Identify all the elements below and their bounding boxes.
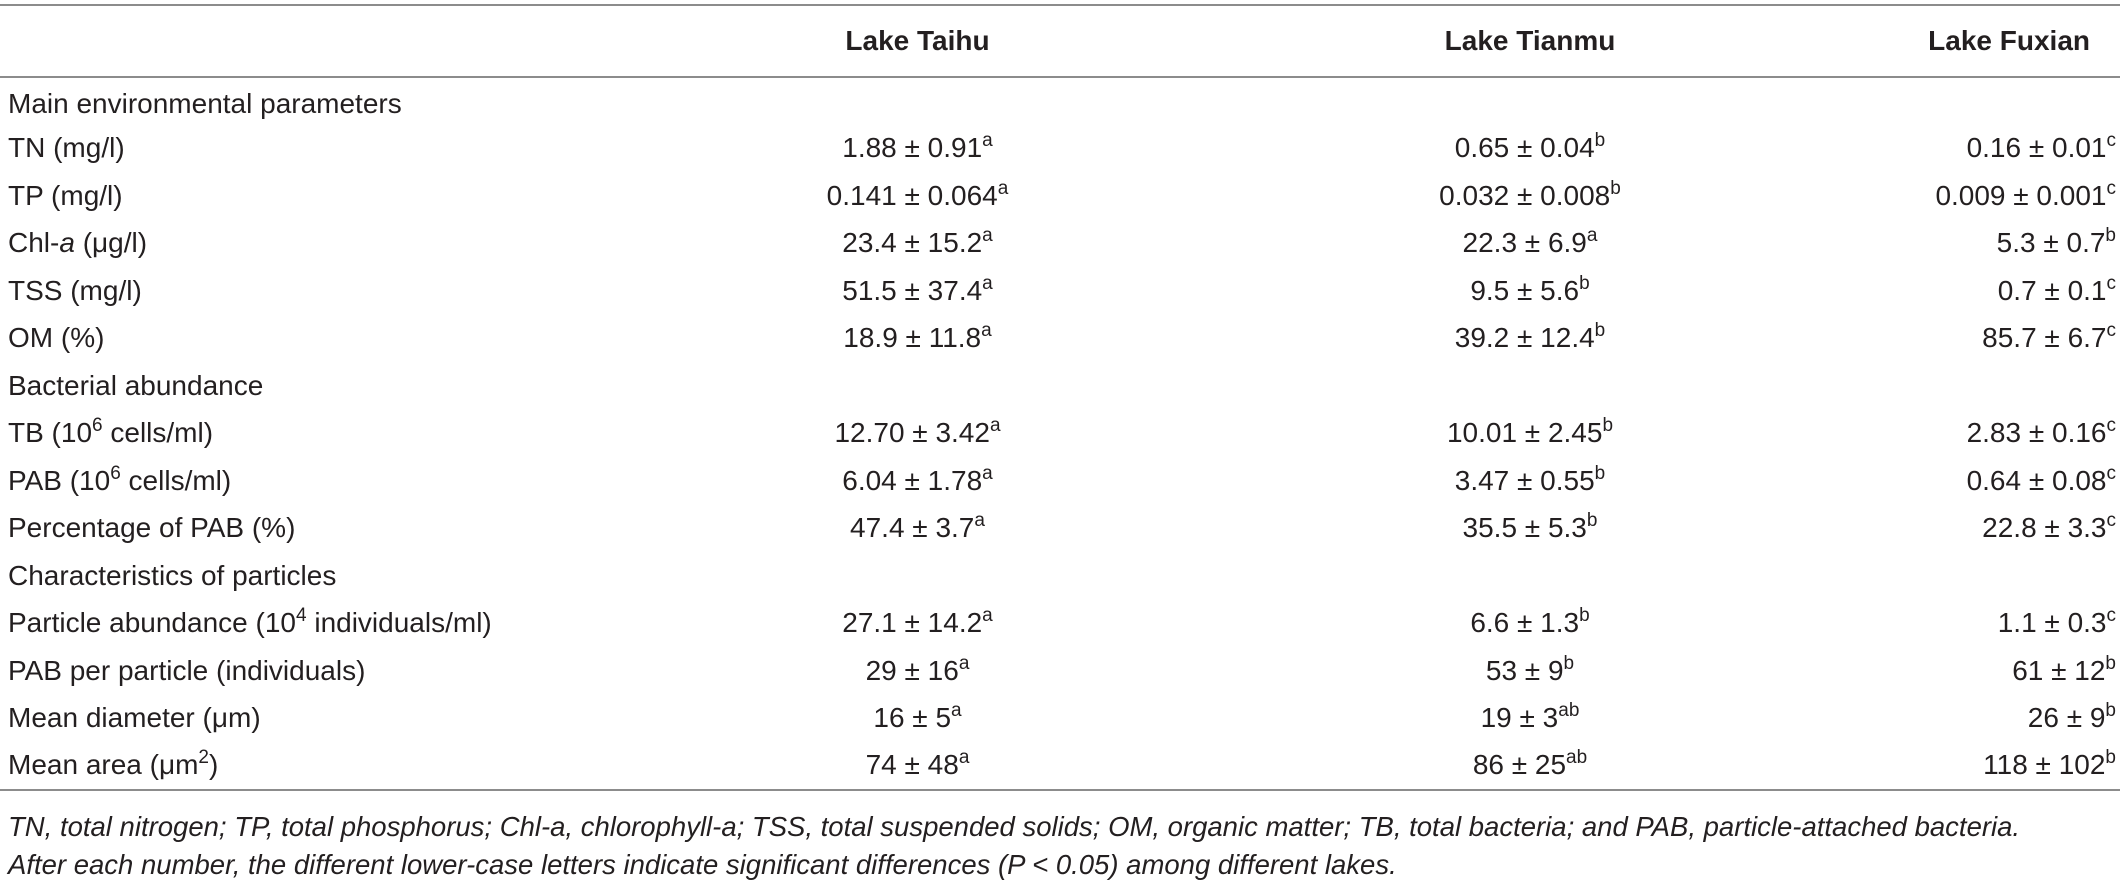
table-cell	[610, 552, 1225, 600]
table-cell	[610, 600, 1225, 648]
row-label-part: cells/ml)	[120, 464, 232, 496]
row-label-text: Percentage of PAB (%)	[8, 512, 296, 544]
table-cell	[1835, 600, 2120, 648]
table-cell	[610, 647, 1225, 695]
table-row	[0, 600, 2120, 648]
table-cell	[610, 220, 1225, 268]
table-cell	[1225, 410, 1835, 458]
table-cell	[610, 125, 1225, 173]
cell-value: 0.16 ± 0.01	[1966, 132, 2107, 164]
significance-letter: a	[974, 510, 985, 532]
cell-value: 0.65 ± 0.04	[1454, 132, 1595, 164]
significance-letter: c	[2106, 462, 2116, 484]
cell-value: 6.6 ± 1.3	[1470, 607, 1580, 639]
table-cell	[1225, 552, 1835, 600]
table-footnote	[8, 808, 2108, 884]
significance-letter: b	[1579, 605, 1590, 627]
header-corner	[0, 5, 610, 77]
row-label	[0, 457, 610, 505]
significance-letter: b	[1594, 462, 1606, 484]
table-cell	[610, 457, 1225, 505]
column-header-tianmu: Lake Tianmu	[1225, 5, 1835, 77]
cell-value: 0.009 ± 0.001	[1935, 179, 2107, 211]
table-cell	[1225, 172, 1835, 220]
table-cell	[610, 742, 1225, 790]
table-cell	[1835, 315, 2120, 363]
table-cell	[1835, 742, 2120, 790]
cell-value: 74 ± 48	[865, 749, 959, 781]
table-body	[0, 77, 2120, 790]
cell-value: 2.83 ± 0.16	[1966, 417, 2107, 449]
significance-letter: a	[982, 130, 993, 152]
significance-letter: a	[989, 415, 1001, 437]
table-row	[0, 647, 2120, 695]
table-cell	[1835, 552, 2120, 600]
significance-letter: a	[982, 605, 993, 627]
cell-value: 5.3 ± 0.7	[1996, 227, 2106, 259]
column-header-taihu: Lake Taihu	[610, 5, 1225, 77]
cell-value: 27.1 ± 14.2	[842, 607, 983, 639]
significance-letter: c	[2106, 510, 2116, 532]
row-label-superscript: 6	[92, 415, 103, 437]
significance-letter: c	[2106, 320, 2116, 342]
row-label-superscript: 2	[198, 747, 209, 769]
section-row	[0, 362, 2120, 410]
row-label-text: OM (%)	[8, 322, 105, 354]
cell-value: 85.7 ± 6.7	[1982, 322, 2107, 354]
table-cell	[1835, 125, 2120, 173]
cell-value: 53 ± 9	[1485, 654, 1564, 686]
significance-letter: a	[958, 652, 970, 674]
cell-value: 39.2 ± 12.4	[1454, 322, 1595, 354]
significance-letter: c	[2106, 415, 2116, 437]
table-row	[0, 505, 2120, 553]
row-label-text: Mean diameter (μm)	[8, 702, 261, 734]
table-cell	[610, 505, 1225, 553]
significance-letter: b	[1586, 510, 1598, 532]
table-row	[0, 125, 2120, 173]
table-cell	[1225, 695, 1835, 743]
row-label-text: Main environmental parameters	[8, 88, 402, 120]
footnote-line-1: TN, total nitrogen; TP, total phosphorus; Chl-a, chlorophyll-a; TSS, total suspended solids; OM, organic matter; TB, total bacteria; and PAB, particle-attached bacteria.	[8, 811, 2021, 842]
significance-letter: b	[1579, 272, 1590, 294]
row-label-part: Chl-	[8, 227, 60, 259]
cell-value: 0.64 ± 0.08	[1966, 464, 2107, 496]
table-cell	[1225, 315, 1835, 363]
row-label-text: Characteristics of particles	[8, 559, 337, 591]
significance-letter: c	[2106, 272, 2116, 294]
cell-value: 0.032 ± 0.008	[1439, 179, 1611, 211]
significance-letter: ab	[1558, 700, 1580, 722]
table-cell	[610, 362, 1225, 410]
table-cell	[1835, 457, 2120, 505]
row-label-part: TB (10	[8, 417, 93, 449]
table-cell	[1835, 172, 2120, 220]
cell-value: 19 ± 3	[1480, 702, 1559, 734]
significance-letter: c	[2106, 605, 2116, 627]
table-cell	[1835, 505, 2120, 553]
table-row	[0, 742, 2120, 790]
section-row	[0, 77, 2120, 125]
table-cell	[1225, 600, 1835, 648]
row-label	[0, 172, 610, 220]
table-cell	[1835, 410, 2120, 458]
significance-letter: a	[997, 177, 1009, 199]
cell-value: 18.9 ± 11.8	[843, 322, 982, 354]
row-label-superscript: 4	[295, 605, 307, 627]
cell-value: 12.70 ± 3.42	[834, 417, 990, 449]
row-label	[0, 220, 610, 268]
cell-value: 22.8 ± 3.3	[1982, 512, 2107, 544]
row-label-text: TP (mg/l)	[8, 179, 123, 211]
table-cell	[1835, 362, 2120, 410]
cell-value: 51.5 ± 37.4	[842, 274, 983, 306]
cell-value: 26 ± 9	[2027, 702, 2106, 734]
table-cell	[1225, 125, 1835, 173]
footnote-line-2: After each number, the different lower-case letters indicate significant differences (P < 0.05) among different lakes.	[8, 849, 1397, 880]
table-cell	[1225, 220, 1835, 268]
table-row	[0, 220, 2120, 268]
row-label-text: TSS (mg/l)	[8, 274, 142, 306]
table-cell	[1835, 267, 2120, 315]
row-label-part: (μg/l)	[74, 227, 148, 259]
section-label	[0, 362, 610, 410]
significance-letter: b	[2105, 225, 2116, 247]
row-label	[0, 600, 610, 648]
table-cell	[610, 410, 1225, 458]
header-row	[0, 5, 2120, 77]
significance-letter: c	[2106, 177, 2116, 199]
section-label	[0, 552, 610, 600]
table-row	[0, 695, 2120, 743]
significance-letter: b	[1563, 652, 1575, 674]
significance-letter: b	[2105, 652, 2116, 674]
cell-value: 0.141 ± 0.064	[826, 179, 998, 211]
row-label-part: PAB (10	[8, 464, 111, 496]
row-label-part: individuals/ml)	[306, 607, 492, 639]
section-label	[0, 77, 610, 125]
table-row	[0, 410, 2120, 458]
cell-value: 3.47 ± 0.55	[1454, 464, 1595, 496]
cell-value: 1.88 ± 0.91	[842, 132, 983, 164]
table-cell	[610, 695, 1225, 743]
table-cell	[1225, 362, 1835, 410]
table-cell	[1225, 267, 1835, 315]
row-label-part: a	[59, 227, 75, 259]
row-label	[0, 695, 610, 743]
row-label	[0, 647, 610, 695]
column-header-fuxian: Lake Fuxian	[1835, 5, 2120, 77]
table-row	[0, 457, 2120, 505]
significance-letter: a	[982, 272, 993, 294]
significance-letter: c	[2106, 130, 2116, 152]
table-cell	[1225, 77, 1835, 125]
row-label	[0, 505, 610, 553]
significance-letter: a	[982, 462, 993, 484]
table-row	[0, 315, 2120, 363]
row-label-part: cells/ml)	[102, 417, 214, 449]
cell-value: 35.5 ± 5.3	[1462, 512, 1587, 544]
row-label	[0, 410, 610, 458]
row-label-part: Particle abundance (10	[8, 607, 296, 639]
cell-value: 9.5 ± 5.6	[1470, 274, 1580, 306]
table-cell	[610, 172, 1225, 220]
table-row	[0, 172, 2120, 220]
cell-value: 6.04 ± 1.78	[842, 464, 983, 496]
cell-value: 23.4 ± 15.2	[842, 227, 983, 259]
significance-letter: b	[1610, 177, 1621, 199]
cell-value: 0.7 ± 0.1	[1997, 274, 2107, 306]
row-label-text: Bacterial abundance	[8, 369, 264, 401]
row-label	[0, 125, 610, 173]
cell-value: 10.01 ± 2.45	[1446, 417, 1603, 449]
significance-letter: ab	[1566, 747, 1588, 769]
cell-value: 16 ± 5	[873, 702, 952, 734]
cell-value: 61 ± 12	[2012, 654, 2106, 686]
cell-value: 29 ± 16	[865, 654, 959, 686]
table-cell	[1225, 647, 1835, 695]
data-table	[0, 4, 2120, 791]
cell-value: 47.4 ± 3.7	[850, 512, 975, 544]
row-label-text: PAB per particle (individuals)	[8, 654, 366, 686]
significance-letter: a	[1586, 225, 1598, 247]
significance-letter: b	[2105, 700, 2116, 722]
table-cell	[610, 267, 1225, 315]
cell-value: 1.1 ± 0.3	[1997, 607, 2107, 639]
table-cell	[610, 77, 1225, 125]
row-label-part: )	[209, 749, 219, 781]
row-label	[0, 742, 610, 790]
row-label	[0, 267, 610, 315]
cell-value: 86 ± 25	[1472, 749, 1567, 781]
significance-letter: a	[951, 700, 962, 722]
section-row	[0, 552, 2120, 600]
table-cell	[610, 315, 1225, 363]
table-cell	[1835, 220, 2120, 268]
table-cell	[1835, 77, 2120, 125]
significance-letter: a	[982, 225, 993, 247]
significance-letter: b	[1594, 130, 1606, 152]
significance-letter: a	[981, 320, 992, 342]
table-cell	[1835, 647, 2120, 695]
table-cell	[1225, 457, 1835, 505]
row-label-part: Mean area (μm	[8, 749, 199, 781]
row-label	[0, 315, 610, 363]
significance-letter: b	[1594, 320, 1606, 342]
cell-value: 22.3 ± 6.9	[1462, 227, 1587, 259]
row-label-superscript: 6	[110, 462, 121, 484]
cell-value: 118 ± 102	[1983, 749, 2106, 781]
table-cell	[1225, 505, 1835, 553]
significance-letter: a	[958, 747, 970, 769]
table-row	[0, 267, 2120, 315]
table-cell	[1835, 695, 2120, 743]
significance-letter: b	[1602, 415, 1614, 437]
row-label-text: TN (mg/l)	[8, 132, 125, 164]
table-cell	[1225, 742, 1835, 790]
significance-letter: b	[2105, 747, 2116, 769]
